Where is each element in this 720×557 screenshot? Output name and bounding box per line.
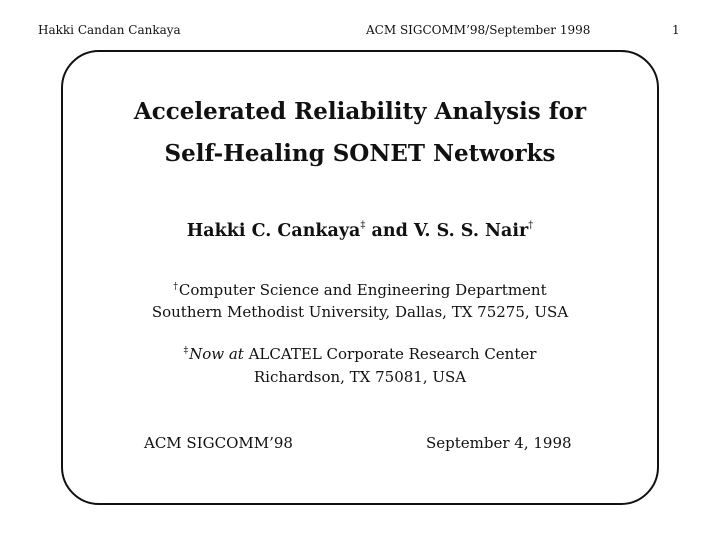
page-number: 1: [672, 23, 680, 37]
author-second: V. S. S. Nair: [413, 221, 529, 241]
footer-date: September 4, 1998: [426, 434, 572, 452]
affiliation-1-line-2: Southern Methodist University, Dallas, TX 75275, USA: [151, 303, 569, 321]
footer-venue: ACM SIGCOMM’98: [144, 434, 293, 452]
running-head-author: Hakki Candan Cankaya: [38, 23, 181, 37]
author-conjunction: and: [371, 221, 408, 241]
author-line: [61, 213, 659, 244]
affiliation-1-department: Computer Science and Engineering Department: [178, 281, 547, 299]
title-line-1: Accelerated Reliability Analysis for: [133, 98, 587, 125]
affiliation-2-mark: ‡: [183, 346, 189, 356]
title-line-2: Self-Healing SONET Networks: [164, 140, 556, 167]
running-head-venue: ACM SIGCOMM’98/September 1998: [366, 23, 591, 37]
affiliation-2-line-1: [61, 340, 659, 365]
affiliation-2-prefix: Now at: [189, 345, 244, 363]
author-second-mark: †: [528, 220, 534, 231]
affiliation-1-line-1: [61, 276, 659, 301]
affiliation-1-mark: †: [173, 282, 178, 292]
affiliation-2-organization: ALCATEL Corporate Research Center: [248, 345, 537, 363]
author-first-mark: ‡: [360, 220, 366, 231]
author-first: Hakki C. Cankaya: [186, 221, 361, 241]
affiliation-2-line-2: Richardson, TX 75081, USA: [253, 368, 467, 386]
